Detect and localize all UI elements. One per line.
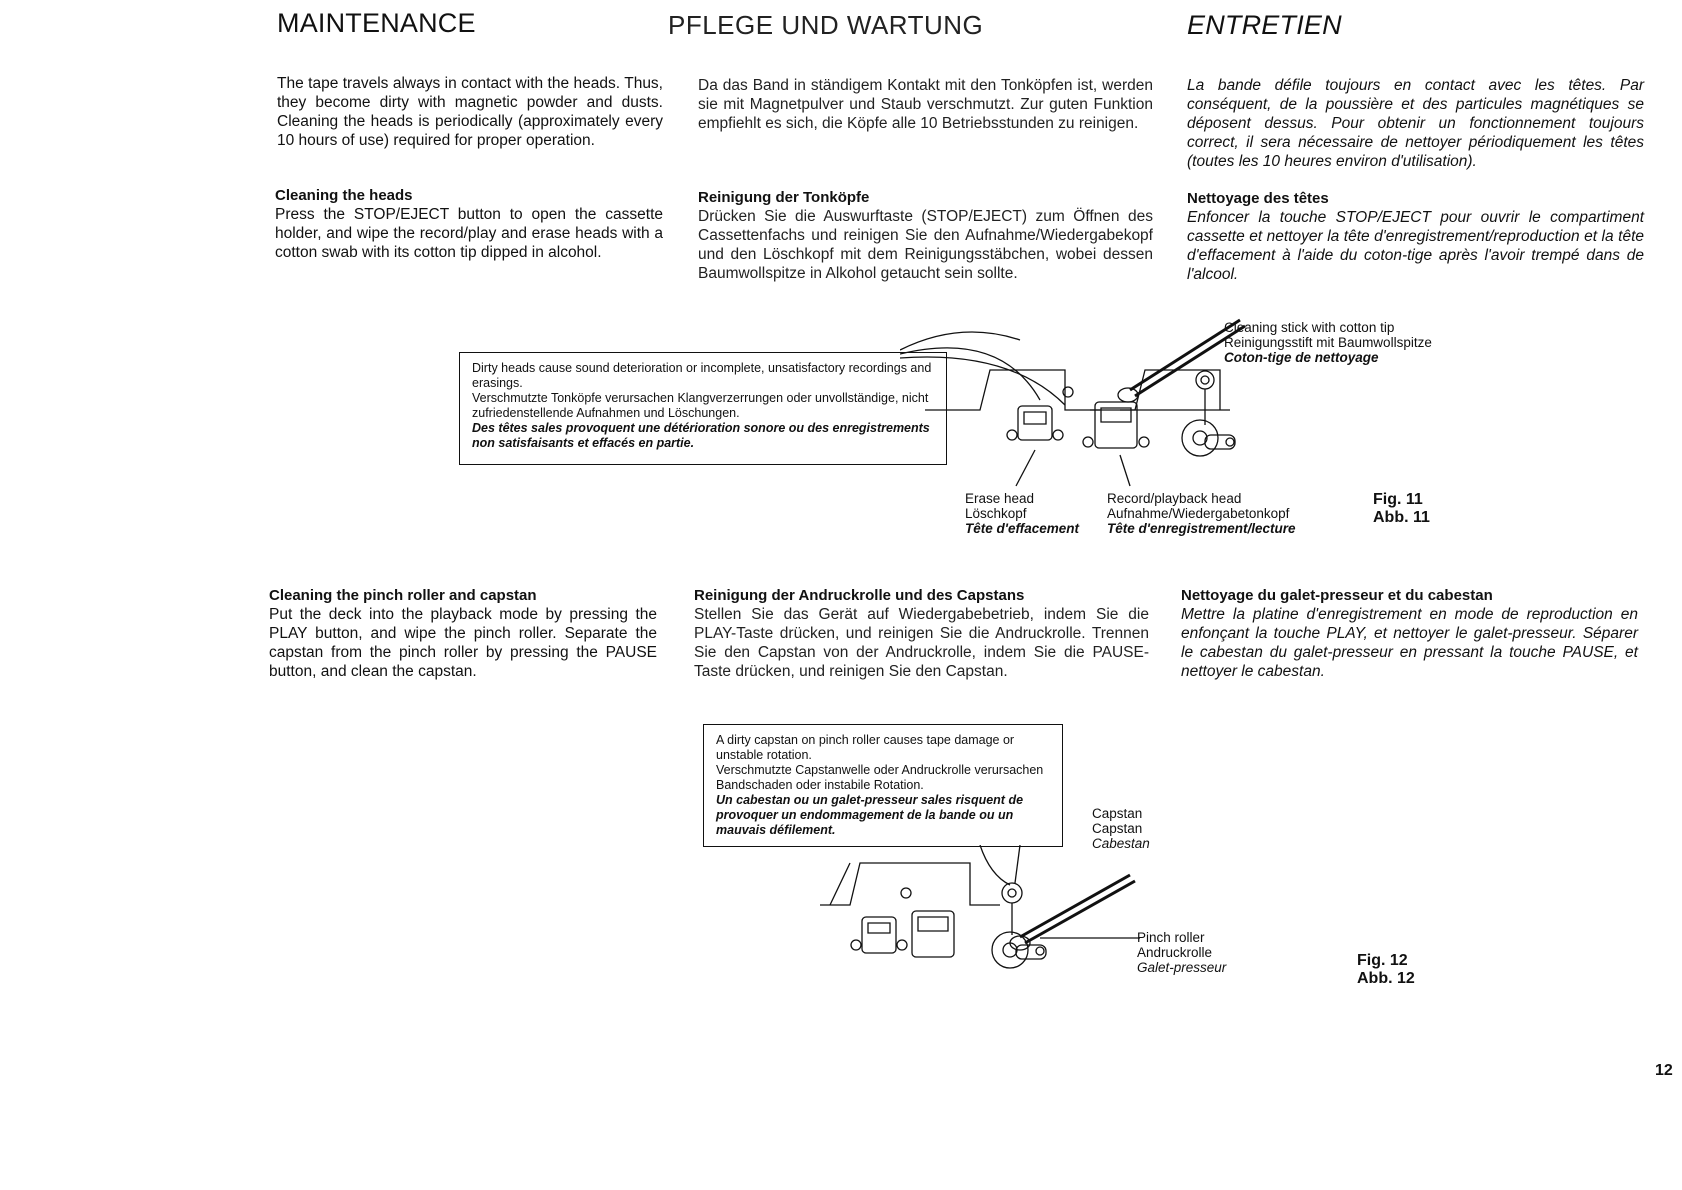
- fig12-label: Fig. 12: [1357, 952, 1408, 969]
- fig11-note-box: [459, 352, 947, 465]
- pinch-text-en: Put the deck into the playback mode by pressing the PLAY button, and wipe the pinch roller. Separate the capstan from the pinch roller by pressing the PAUSE button, and clean the capstan.: [269, 606, 657, 680]
- fig11-erase-label: [965, 491, 1079, 536]
- fig11-stick-label: [1224, 320, 1432, 365]
- pinch-section-en: [269, 586, 657, 681]
- intro-en: The tape travels always in contact with the heads. Thus, they become dirty with magnetic powder and dusts. Cleaning the heads is periodically (approximately every 10 hours of use) required for proper operation.: [277, 75, 663, 149]
- pinch-label-en: Pinch roller: [1137, 930, 1205, 945]
- fig12-note-fr: Un cabestan ou un galet-presseur sales risquent de provoquer un endommagement de la bande ou un mauvais défilement.: [716, 793, 1024, 837]
- heads-text-en: Press the STOP/EJECT button to open the cassette holder, and wipe the record/play and erase heads with a cotton swab with its cotton tip dipped in alcohol.: [275, 206, 663, 261]
- fig12-caption: [1357, 952, 1415, 988]
- abb12-label: Abb. 12: [1357, 970, 1415, 987]
- fig12-pinch-label: [1137, 930, 1226, 975]
- fig12-illustration: [820, 845, 1150, 975]
- fig11-caption: [1373, 491, 1430, 527]
- fig11-note-de: Verschmutzte Tonköpfe verursachen Klangverzerrungen oder unvollständige, nicht zufriedenstellende Aufnahmen und Löschungen.: [472, 391, 929, 420]
- fig12-note-en: A dirty capstan on pinch roller causes tape damage or unstable rotation.: [716, 733, 1015, 762]
- pinch-title-fr: Nettoyage du galet-presseur et du cabestan: [1181, 587, 1493, 604]
- abb11-label: Abb. 11: [1373, 509, 1430, 526]
- fig12-capstan-label: [1092, 806, 1150, 851]
- stick-label-de: Reinigungsstift mit Baumwollspitze: [1224, 335, 1432, 350]
- pinch-title-en: Cleaning the pinch roller and capstan: [269, 587, 537, 604]
- heads-title-en: Cleaning the heads: [275, 187, 413, 204]
- rec-label-de: Aufnahme/Wiedergabetonkopf: [1107, 506, 1290, 521]
- heads-section-en: [275, 186, 663, 262]
- fig11-note-en: Dirty heads cause sound deterioration or incomplete, unsatisfactory recordings and erasings.: [472, 361, 932, 390]
- fig11-illustration: [900, 310, 1270, 490]
- pinch-section-de: [694, 586, 1149, 681]
- pinch-label-de: Andruckrolle: [1137, 945, 1213, 960]
- fig11-note-fr: Des têtes sales provoquent une détérioration sonore ou des enregistrements non satisfaisants et effacés en partie.: [472, 421, 930, 450]
- stick-label-fr: Coton-tige de nettoyage: [1224, 350, 1379, 365]
- pinch-label-fr: Galet-presseur: [1137, 960, 1227, 975]
- stick-label-en: Cleaning stick with cotton tip: [1224, 320, 1395, 335]
- capstan-label-en: Capstan: [1092, 806, 1143, 821]
- pinch-text-fr: Mettre la platine d'enregistrement en mode de reproduction en enfonçant la touche PLAY, et nettoyer le galet-presseur. Séparer le cabestan du galet-presseur en pressant la touche PAUSE, et nettoyer le cabestan.: [1181, 606, 1638, 680]
- heading-de: PFLEGE UND WARTUNG: [668, 10, 984, 40]
- fig11-rec-label: [1107, 491, 1296, 536]
- capstan-label-fr: Cabestan: [1092, 836, 1150, 851]
- heads-title-fr: Nettoyage des têtes: [1187, 190, 1329, 207]
- fig11-label: Fig. 11: [1373, 491, 1423, 508]
- pinch-text-de: Stellen Sie das Gerät auf Wiedergabebetrieb, indem Sie die PLAY-Taste drücken, und reinigen Sie die Andruckrolle. Trennen Sie den Capstan von der Andruckrolle, indem Sie die PAUSE-Taste drücken, und reinigen Sie den Capstan.: [694, 606, 1149, 680]
- heads-section-fr: [1187, 189, 1644, 284]
- fig12-note-box: [703, 724, 1063, 847]
- heading-en: MAINTENANCE: [277, 8, 476, 38]
- heading-fr: ENTRETIEN: [1187, 10, 1342, 40]
- capstan-label-de: Capstan: [1092, 821, 1143, 836]
- erase-label-de: Löschkopf: [965, 506, 1027, 521]
- fig12-note-de: Verschmutzte Capstanwelle oder Andruckrolle verursachen Bandschaden oder instabile Rotation.: [716, 763, 1044, 792]
- pinch-section-fr: [1181, 586, 1638, 681]
- intro-de: Da das Band in ständigem Kontakt mit den Tonköpfen ist, werden sie mit Magnetpulver und Staub verschmutzt. Zur guten Funktion empfiehlt es sich, die Köpfe alle 10 Betriebsstunden zu reinigen.: [698, 77, 1153, 132]
- heads-text-de: Drücken Sie die Auswurftaste (STOP/EJECT) zum Öffnen des Cassettenfachs und reinigen Sie den Aufnahme/Wiedergabekopf und den Löschkopf mit dem Reinigungsstäbchen, wobei dessen Baumwollspitze in Alkohol getaucht sein sollte.: [698, 208, 1153, 282]
- heads-title-de: Reinigung der Tonköpfe: [698, 189, 870, 206]
- page-number: 12: [1655, 1062, 1673, 1079]
- pinch-title-de: Reinigung der Andruckrolle und des Capstans: [694, 587, 1025, 604]
- heads-text-fr: Enfoncer la touche STOP/EJECT pour ouvrir le compartiment cassette et nettoyer la tête d'enregistrement/reproduction et la tête d'effacement à l'aide du coton-tige après l'avoir trempé dans de l'alcool.: [1187, 209, 1644, 283]
- rec-label-fr: Tête d'enregistrement/lecture: [1107, 521, 1296, 536]
- intro-fr: La bande défile toujours en contact avec les têtes. Par conséquent, de la poussière et des particules magnétiques se déposent dessus. Pour obtenir un fonctionnement toujours correct, il sera nécessaire de nettoyer périodiquement les têtes (toutes les 10 heures environ d'utilisation).: [1187, 77, 1644, 170]
- rec-label-en: Record/playback head: [1107, 491, 1242, 506]
- erase-label-en: Erase head: [965, 491, 1035, 506]
- heads-section-de: [698, 188, 1153, 283]
- erase-label-fr: Tête d'effacement: [965, 521, 1079, 536]
